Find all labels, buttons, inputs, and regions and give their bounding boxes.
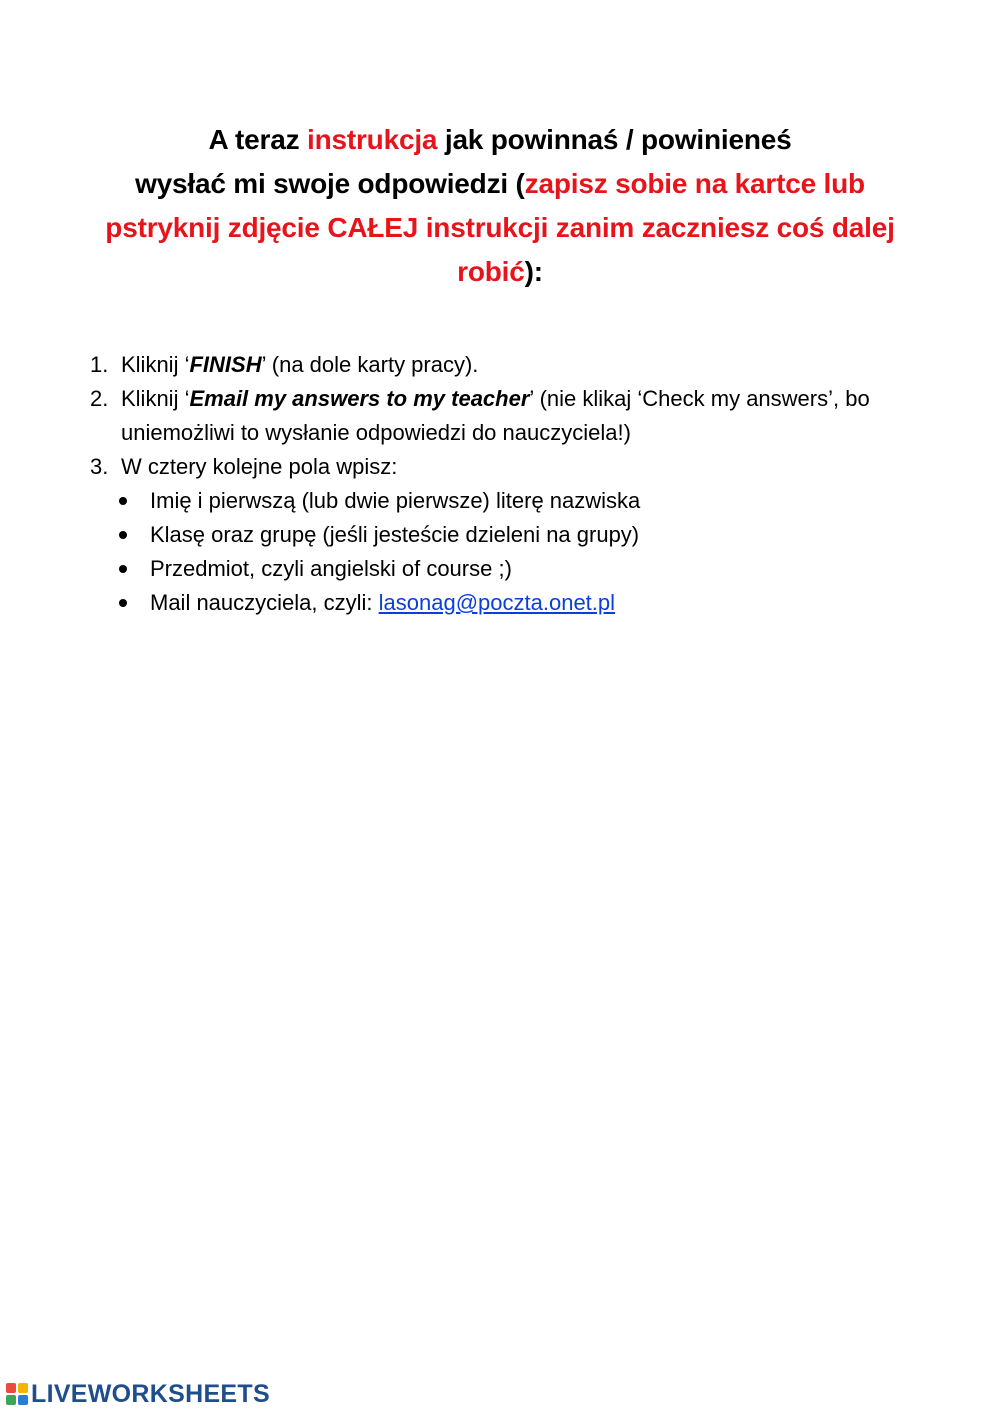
- heading-highlight: zapisz sobie na kartce lub: [524, 168, 865, 199]
- bullet-list: [90, 484, 960, 620]
- logo-text: LIVEWORKSHEETS: [31, 1379, 270, 1408]
- bullet-item: [90, 484, 960, 518]
- bullet-text: Klasę oraz grupę (jeśli jesteście dzieleni na grupy): [150, 522, 640, 547]
- logo-block: [6, 1383, 16, 1393]
- heading-text: ):: [524, 256, 543, 287]
- bullet-icon: [119, 599, 127, 607]
- logo-block: [18, 1383, 28, 1393]
- step-text: W cztery kolejne pola wpisz:: [121, 454, 398, 479]
- logo-block: [18, 1395, 28, 1405]
- step-item: [90, 450, 960, 484]
- instruction-heading: [60, 118, 940, 294]
- heading-highlight: pstryknij zdjęcie CAŁEJ instrukcji zanim zaczniesz coś dalej: [105, 212, 895, 243]
- heading-text: wysłać mi swoje odpowiedzi (: [135, 168, 525, 199]
- steps-list: [90, 348, 960, 620]
- bullet-item: [90, 586, 960, 620]
- step-text: Kliknij ‘: [121, 352, 190, 377]
- bullet-icon: [119, 497, 127, 505]
- step-number: 1.: [90, 352, 109, 377]
- logo-block: [6, 1395, 16, 1405]
- heading-text: A teraz: [208, 124, 307, 155]
- bullet-item: [90, 518, 960, 552]
- step-emphasis: FINISH: [189, 352, 262, 377]
- heading-highlight: instrukcja: [307, 124, 438, 155]
- step-number: 2.: [90, 386, 109, 411]
- liveworksheets-logo: [6, 1378, 270, 1410]
- step-item: [90, 382, 960, 450]
- step-text: ’ (na dole karty pracy).: [261, 352, 479, 377]
- logo-blocks-icon: [6, 1383, 28, 1405]
- bullet-text: Przedmiot, czyli angielski of course ;): [150, 556, 512, 581]
- step-text: Kliknij ‘: [121, 386, 190, 411]
- step-text: ’ (nie klikaj ‘Check my answers’, bo uniemożliwi to wysłanie odpowiedzi do nauczyciela!): [121, 386, 870, 445]
- teacher-email-link[interactable]: lasonag@poczta.onet.pl: [378, 590, 616, 615]
- step-number: 3.: [90, 454, 109, 479]
- bullet-item: [90, 552, 960, 586]
- bullet-text: Imię i pierwszą (lub dwie pierwsze) literę nazwiska: [150, 488, 641, 513]
- heading-highlight: robić: [457, 256, 525, 287]
- heading-text: jak powinnaś / powinieneś: [437, 124, 792, 155]
- bullet-icon: [119, 565, 127, 573]
- step-emphasis: Email my answers to my teacher: [189, 386, 530, 411]
- bullet-text: Mail nauczyciela, czyli:: [150, 590, 379, 615]
- step-item: [90, 348, 960, 382]
- bullet-icon: [119, 531, 127, 539]
